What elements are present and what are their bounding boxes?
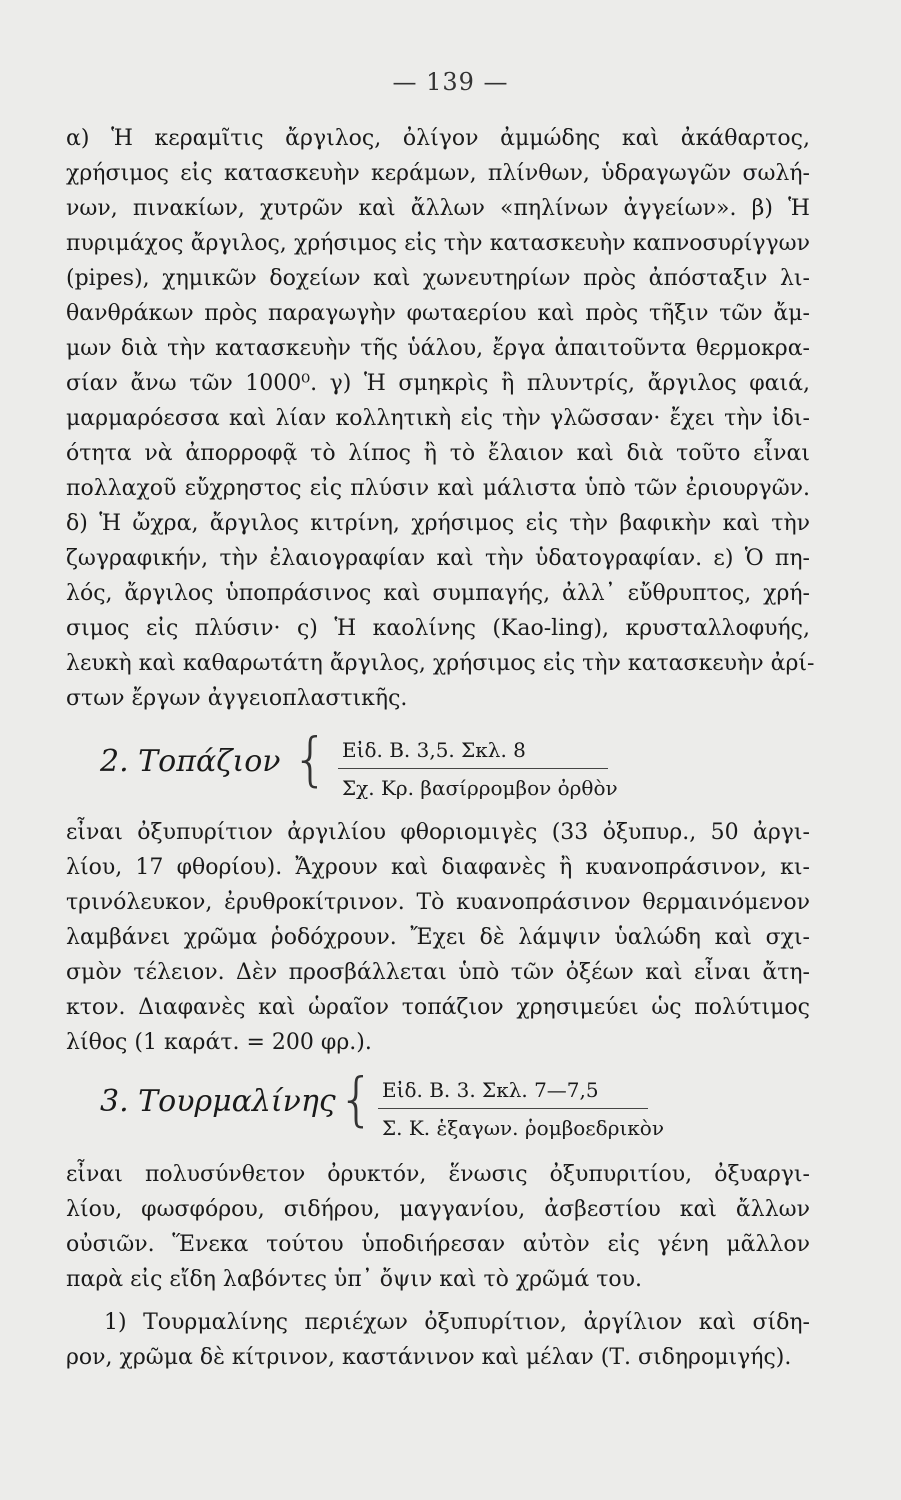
- text-line: οὐσιῶν. Ἕνεκα τούτου ὑποδιήρεσαν αὐτὸν εἰς γένη μᾶλλον: [66, 1232, 810, 1257]
- text-line: εἶναι πολυσύνθετον ὀρυκτόν, ἕνωσις ὀξυπυριτίου, ὀξυαργι-: [66, 1162, 810, 1187]
- text-line: εἶναι ὀξυπυρίτιον ἀργιλίου φθοριομιγὲς (33 ὀξυπυρ., 50 ἀργι-: [66, 820, 810, 845]
- topaz-hardness: Εἰδ. Β. 3,5. Σκλ. 8: [342, 738, 526, 762]
- tourmaline-heading: [100, 1065, 800, 1150]
- text-line: σίαν ἄνω τῶν 1000⁰. γ) Ἡ σμηκρὶς ἢ πλυντρίς, ἄργιλος φαιά,: [66, 371, 810, 396]
- text-line: τρινόλευκον, ἐρυθροκίτρινον. Τὸ κυανοπράσινον θερμαινόμενον: [66, 890, 810, 915]
- text-line: λίου, 17 φθορίου). Ἄχρουν καὶ διαφανὲς ἢ κυανοπράσινον, κι-: [66, 855, 810, 880]
- text-line: σμὸν τέλειον. Δὲν προσβάλλεται ὑπὸ τῶν ὀξέων καὶ εἶναι ἄτη-: [66, 960, 810, 985]
- text-line: 1) Τουρμαλίνης περιέχων ὀξυπυρίτιον, ἀργίλιον καὶ σίδη-: [104, 1310, 810, 1335]
- text-line: ζωγραφικήν, τὴν ἐλαιογραφίαν καὶ τὴν ὑδατογραφίαν. ε) Ὁ πη-: [66, 546, 810, 571]
- text-line: παρὰ εἰς εἴδη λαβόντες ὑπ᾽ ὄψιν καὶ τὸ χρῶμά του.: [66, 1267, 642, 1292]
- tourmaline-crystal: Σ. Κ. ἑξαγων. ῥομβοεδρικὸν: [382, 1116, 665, 1140]
- text-line: λίθος (1 καράτ. = 200 φρ.).: [66, 1030, 372, 1055]
- text-line: α) Ἡ κεραμῖτις ἄργιλος, ὀλίγον ἀμμώδης καὶ ἀκάθαρτος,: [66, 126, 810, 151]
- text-line: λευκὴ καὶ καθαρωτάτη ἄργιλος, χρήσιμος εἰς τὴν κατασκευὴν ἀρί-: [66, 651, 815, 676]
- brace-icon: {: [292, 725, 329, 793]
- text-line: μαρμαρόεσσα καὶ λίαν κολλητικὴ εἰς τὴν γλῶσσαν· ἔχει τὴν ἰδι-: [66, 406, 810, 431]
- text-line: θανθράκων πρὸς παραγωγὴν φωταερίου καὶ πρὸς τῆξιν τῶν ἄμ-: [66, 301, 810, 326]
- text-line: σιμος εἰς πλύσιν· ς) Ἡ καολίνης (Kao-ling), κρυσταλλοφυής,: [66, 616, 810, 641]
- text-line: λός, ἄργιλος ὑποπράσινος καὶ συμπαγής, ἀλλ᾽ εὔθρυπτος, χρή-: [66, 581, 810, 606]
- text-line: πολλαχοῦ εὔχρηστος εἰς πλύσιν καὶ μάλιστα ὑπὸ τῶν ἐριουργῶν.: [66, 476, 810, 501]
- text-line: λίου, φωσφόρου, σιδήρου, μαγγανίου, ἀσβεστίου καὶ ἄλλων: [66, 1197, 810, 1222]
- divider: [338, 768, 608, 769]
- text-line: μων διὰ τὴν κατασκευὴν τῆς ὑάλου, ἔργα ἀπαιτοῦντα θερμοκρα-: [66, 336, 810, 361]
- divider: [378, 1108, 648, 1109]
- topaz-title: 2. Τοπάζιον: [100, 744, 281, 779]
- text-line: νων, πινακίων, χυτρῶν καὶ ἄλλων «πηλίνων ἀγγείων». β) Ἡ: [66, 196, 810, 221]
- text-line: πυριμάχος ἄργιλος, χρήσιμος εἰς τὴν κατασκευὴν καπνοσυρίγγων: [66, 231, 810, 256]
- text-line: λαμβάνει χρῶμα ῥοδόχρουν. Ἔχει δὲ λάμψιν ὑαλώδη καὶ σχι-: [66, 925, 810, 950]
- page-number: — 139 —: [392, 68, 509, 96]
- text-line: δ) Ἡ ὤχρα, ἄργιλος κιτρίνη, χρήσιμος εἰς τὴν βαφικὴν καὶ τὴν: [66, 511, 810, 536]
- paragraph-topaz: [66, 822, 810, 1067]
- text-line: κτον. Διαφανὲς καὶ ὡραῖον τοπάζιον χρησιμεύει ὡς πολύτιμος: [66, 995, 810, 1020]
- text-line: χρήσιμος εἰς κατασκευὴν κεράμων, πλίνθων, ὑδραγωγῶν σωλή-: [66, 161, 810, 186]
- text-line: (pipes), χημικῶν δοχείων καὶ χωνευτηρίων πρὸς ἀπόσταξιν λι-: [66, 266, 810, 291]
- topaz-heading: [100, 725, 800, 810]
- topaz-crystal: Σχ. Κρ. βασίρρομβον ὀρθὸν: [342, 776, 618, 800]
- text-line: στων ἔργων ἀγγειοπλαστικῆς.: [66, 686, 408, 711]
- paragraph-clays: [66, 126, 815, 723]
- paragraph-tourmaline: [66, 1164, 810, 1304]
- tourmaline-hardness: Εἰδ. Β. 3. Σκλ. 7—7,5: [382, 1078, 599, 1102]
- paragraph-tourmaline-types: [66, 1312, 810, 1382]
- text-line: ότητα νὰ ἀπορροφᾷ τὸ λίπος ἢ τὸ ἔλαιον καὶ διὰ τοῦτο εἶναι: [66, 441, 810, 466]
- tourmaline-title: 3. Τουρμαλίνης: [100, 1084, 336, 1119]
- text-line: ρον, χρῶμα δὲ κίτρινον, καστάνινον καὶ μέλαν (Τ. σιδηρομιγής).: [66, 1345, 792, 1370]
- brace-icon: {: [338, 1065, 375, 1133]
